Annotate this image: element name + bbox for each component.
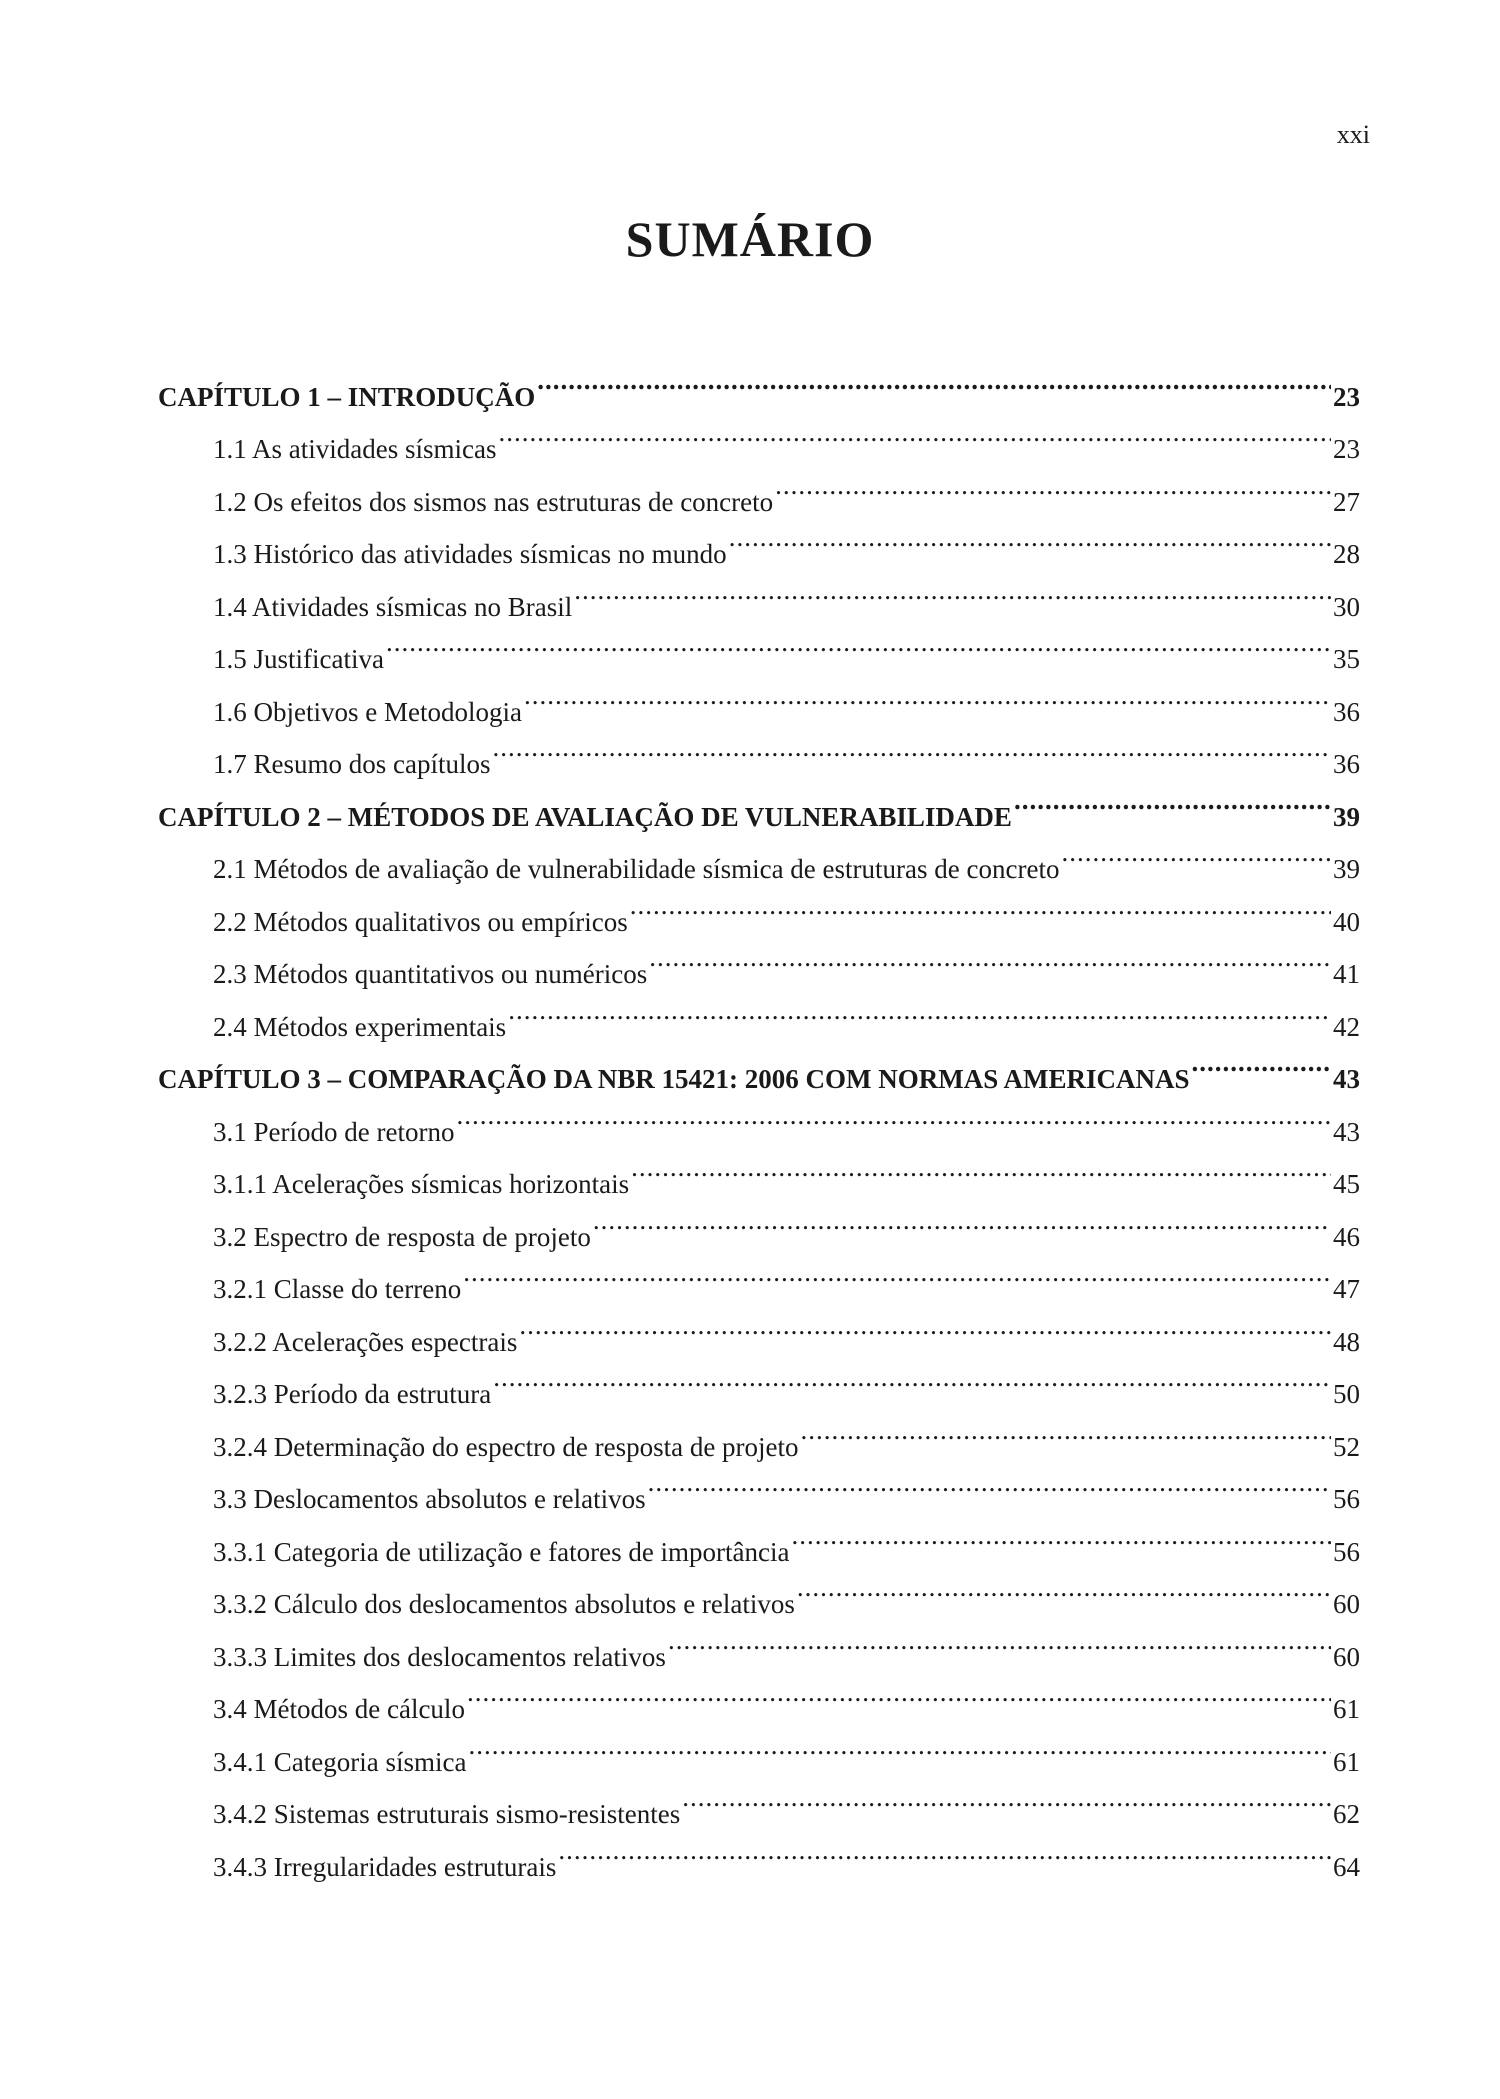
toc-entry-page: 36 — [1333, 696, 1360, 727]
dot-leader — [574, 563, 1331, 616]
toc-entry-page: 39 — [1333, 854, 1360, 884]
toc-entry-title: 1.3 Histórico das atividades sísmicas no mundo — [213, 539, 727, 569]
toc-entry-title: 1.1 As atividades sísmicas — [213, 434, 497, 464]
dot-leader — [649, 931, 1331, 984]
toc-entry-title: 3.2 Espectro de resposta de projeto — [213, 1221, 591, 1252]
toc-entry-page: 56 — [1333, 1536, 1360, 1567]
toc-entry-title: 3.3.1 Categoria de utilização e fatores de importância — [213, 1536, 790, 1567]
toc-entry-title: 3.1.1 Acelerações sísmicas horizontais — [213, 1169, 630, 1199]
toc-entry-title: 3.3.2 Cálculo dos deslocamentos absolutos e relativos — [213, 1589, 795, 1619]
toc-entry-page: 60 — [1333, 1589, 1360, 1619]
dot-leader — [386, 616, 1331, 669]
toc-entry-title: 1.4 Atividades sísmicas no Brasil — [213, 591, 573, 622]
dot-leader — [463, 1246, 1331, 1299]
toc-entry-page: 40 — [1333, 906, 1360, 937]
toc-entry-page: 46 — [1333, 1221, 1360, 1252]
toc-entry-title: 3.4.2 Sistemas estruturais sismo-resistentes — [213, 1799, 681, 1829]
dot-leader — [508, 983, 1331, 1036]
toc-entry-title: 1.5 Justificativa — [213, 644, 384, 674]
toc-entry-page: 50 — [1333, 1379, 1360, 1409]
dot-leader — [456, 1088, 1331, 1141]
toc-entry-title: 2.2 Métodos qualitativos ou empíricos — [213, 906, 628, 937]
toc-entry-page: 30 — [1333, 591, 1360, 622]
toc-entry-page: 60 — [1333, 1641, 1360, 1672]
toc-entry-page: 23 — [1333, 381, 1360, 412]
toc-entry-page: 28 — [1333, 539, 1360, 569]
toc-chapter-entry[interactable] — [158, 353, 1360, 412]
dot-leader — [467, 1666, 1331, 1719]
toc-entry-title: CAPÍTULO 2 – MÉTODOS DE AVALIAÇÃO DE VULNERABILIDADE — [158, 801, 1012, 832]
page-number: xxi — [1336, 120, 1370, 149]
toc-entry-title: CAPÍTULO 3 – COMPARAÇÃO DA NBR 15421: 2006 COM NORMAS AMERICANAS — [158, 1064, 1190, 1094]
toc-entry-page: 23 — [1333, 434, 1360, 464]
dot-leader — [631, 1141, 1331, 1194]
toc-entry-title: 3.4.1 Categoria sísmica — [213, 1746, 467, 1777]
page-title: SUMÁRIO — [625, 211, 875, 267]
toc-entry-title: 2.4 Métodos experimentais — [213, 1011, 507, 1042]
toc-entry-title: 1.2 Os efeitos dos sismos nas estruturas de concreto — [213, 486, 774, 517]
toc-entry-page: 42 — [1333, 1011, 1360, 1042]
dot-leader — [558, 1823, 1331, 1876]
toc-entry-title: CAPÍTULO 1 – INTRODUÇÃO — [158, 381, 536, 412]
dot-leader — [792, 1508, 1331, 1561]
toc-entry-page: 61 — [1333, 1746, 1360, 1777]
toc-entry-page: 35 — [1333, 644, 1360, 674]
dot-leader — [729, 511, 1331, 564]
toc-entry-page: 52 — [1333, 1431, 1360, 1462]
dot-leader — [775, 458, 1331, 511]
dot-leader — [630, 878, 1331, 931]
toc-entry-title: 3.2.2 Acelerações espectrais — [213, 1326, 518, 1357]
toc-entry-page: 62 — [1333, 1799, 1360, 1829]
dot-leader — [1014, 773, 1331, 826]
toc-entry-page: 45 — [1333, 1169, 1360, 1199]
dot-leader — [682, 1771, 1331, 1824]
toc-entry-title: 2.3 Métodos quantitativos ou numéricos — [213, 959, 648, 989]
dot-leader — [493, 1351, 1331, 1404]
dot-leader — [524, 668, 1331, 721]
dot-leader — [1061, 826, 1331, 879]
toc-entry-title: 3.1 Período de retorno — [213, 1116, 455, 1147]
dot-leader — [1191, 1036, 1331, 1089]
toc-entry-page: 43 — [1333, 1116, 1360, 1147]
toc-entry-page: 41 — [1333, 959, 1360, 989]
toc-entry-title: 1.6 Objetivos e Metodologia — [213, 696, 522, 727]
dot-leader — [593, 1193, 1331, 1246]
toc-entry-title: 3.3.3 Limites dos deslocamentos relativos — [213, 1641, 666, 1672]
toc-entry-title: 3.2.4 Determinação do espectro de resposta de projeto — [213, 1431, 799, 1462]
dot-leader — [468, 1718, 1331, 1771]
table-of-contents — [158, 353, 1360, 1882]
dot-leader — [493, 721, 1332, 774]
toc-entry-title: 3.4 Métodos de cálculo — [213, 1694, 465, 1724]
toc-entry-title: 3.4.3 Irregularidades estruturais — [213, 1851, 557, 1882]
dot-leader — [801, 1403, 1331, 1456]
toc-entry-page: 61 — [1333, 1694, 1360, 1724]
dot-leader — [648, 1456, 1331, 1509]
toc-entry-page: 43 — [1333, 1064, 1360, 1094]
toc-entry-title: 1.7 Resumo dos capítulos — [213, 749, 491, 779]
dot-leader — [519, 1298, 1331, 1351]
toc-entry-title: 2.1 Métodos de avaliação de vulnerabilidade sísmica de estruturas de concreto — [213, 854, 1060, 884]
toc-entry-page: 27 — [1333, 486, 1360, 517]
toc-entry-page: 48 — [1333, 1326, 1360, 1357]
toc-entry-page: 39 — [1333, 801, 1360, 832]
toc-entry-title: 3.2.1 Classe do terreno — [213, 1274, 462, 1304]
dot-leader — [668, 1613, 1331, 1666]
dot-leader — [498, 406, 1331, 459]
toc-entry-page: 56 — [1333, 1484, 1360, 1514]
toc-entry-title: 3.2.3 Período da estrutura — [213, 1379, 492, 1409]
toc-entry-page: 64 — [1333, 1851, 1360, 1882]
toc-entry-page: 36 — [1333, 749, 1360, 779]
toc-entry-page: 47 — [1333, 1274, 1360, 1304]
dot-leader — [797, 1561, 1331, 1614]
toc-entry-title: 3.3 Deslocamentos absolutos e relativos — [213, 1484, 646, 1514]
dot-leader — [537, 353, 1331, 406]
